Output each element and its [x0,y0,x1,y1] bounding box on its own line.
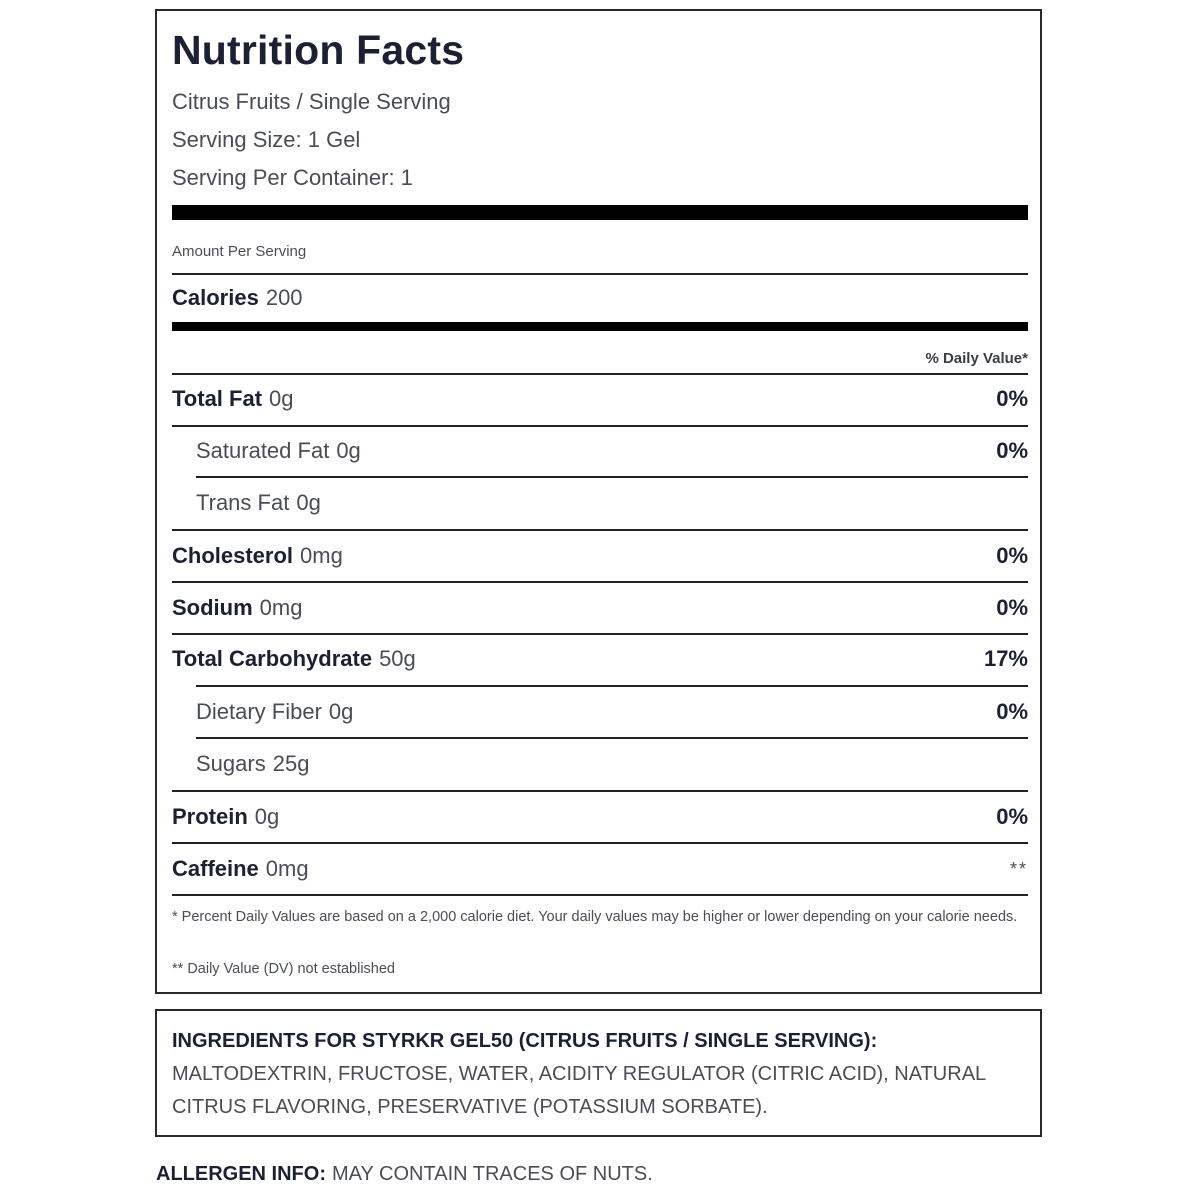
allergen-label: ALLERGEN INFO: [156,1163,326,1185]
nutrient-row-sugars [172,739,1028,789]
serving-size: Serving Size: 1 Gel [172,127,361,152]
nutrient-row-protein [172,792,1028,842]
nutrient-amount: 0mg [300,543,343,568]
nutrient-amount: 0g [269,386,294,411]
nutrient-row-trans-fat [172,478,1028,528]
nutrient-name: Sugars [196,751,266,776]
nutrient-name: Cholesterol [172,543,294,568]
nutrient-daily-value: 0% [996,543,1028,568]
nutrient-daily-value: 0% [996,386,1028,411]
dv-not-established-footnote: ** Daily Value (DV) not established [172,961,395,977]
nutrient-row-total-carbohydrate [172,634,1028,684]
servings-per-container: Serving Per Container: 1 [172,165,413,190]
calories-value: 200 [265,285,303,310]
nutrient-row-sodium [172,583,1028,633]
calories-label: Calories [172,285,259,310]
product-variant: Citrus Fruits / Single Serving [172,89,451,114]
nutrient-name: Trans Fat [196,490,290,515]
nutrient-name: Protein [172,804,248,829]
nutrient-amount: 0mg [265,856,309,881]
ingredients-panel [155,1009,1042,1137]
nutrient-amount: 0g [296,490,321,515]
nutrient-row-total-fat [172,374,1028,424]
nutrient-name: Caffeine [172,856,259,881]
nutrient-daily-value: 17% [983,646,1028,671]
thick-divider [172,205,1028,220]
divider [172,894,1028,896]
daily-value-footnote: * Percent Daily Values are based on a 2,000 calorie diet. Your daily values may be higher or lower depending on your calorie needs. [172,909,1018,925]
nutrition-facts-title: Nutrition Facts [172,27,465,73]
nutrient-name: Saturated Fat [196,438,330,463]
thick-divider [172,322,1028,331]
nutrient-amount: 0g [328,699,354,724]
nutrition-facts-content [172,11,1028,992]
nutrient-daily-value: 0% [996,804,1028,829]
nutrient-daily-value: 0% [996,438,1028,463]
nutrient-amount: 0mg [259,595,303,620]
nutrition-facts-panel [155,9,1042,994]
nutrient-row-caffeine [172,844,1028,894]
calories-row [172,274,1028,322]
nutrient-daily-value: 0% [996,595,1028,620]
nutrient-name: Total Fat [172,386,263,411]
nutrient-daily-value: ** [1009,858,1028,879]
nutrient-amount: 25g [272,751,310,776]
allergen-info [156,1163,653,1186]
nutrient-name: Total Carbohydrate [172,646,373,671]
nutrient-amount: 0g [336,438,361,463]
nutrient-row-saturated-fat [172,426,1028,476]
nutrient-amount: 0g [254,804,280,829]
nutrient-amount: 50g [379,646,416,671]
amount-per-serving-label: Amount Per Serving [172,243,307,260]
nutrient-row-dietary-fiber [172,687,1028,737]
ingredients-title: INGREDIENTS FOR STYRKR GEL50 (CITRUS FRUITS / SINGLE SERVING): [172,1030,878,1052]
nutrient-name: Dietary Fiber [196,699,322,724]
daily-value-header: % Daily Value* [925,350,1028,367]
nutrient-daily-value: 0% [996,699,1028,724]
ingredients-list: MALTODEXTRIN, FRUCTOSE, WATER, ACIDITY REGULATOR (CITRIC ACID), NATURAL CITRUS FLAVORING, PRESERVATIVE (POTASSIUM SORBATE). [172,1063,986,1118]
nutrient-row-cholesterol [172,531,1028,581]
nutrient-name: Sodium [172,595,253,620]
allergen-text: MAY CONTAIN TRACES OF NUTS. [332,1163,653,1185]
